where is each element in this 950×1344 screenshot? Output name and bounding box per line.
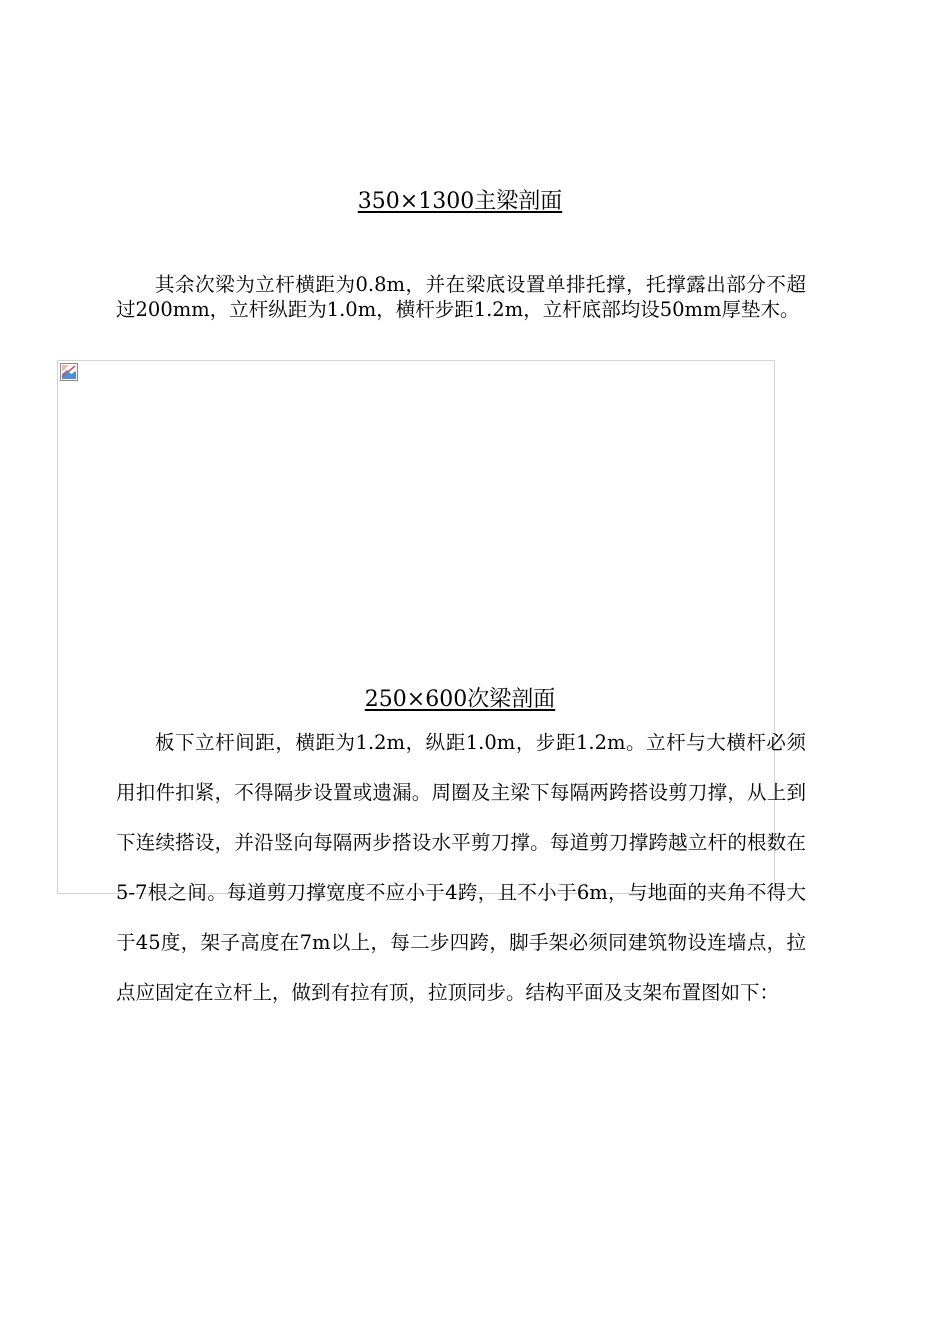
broken-image-icon <box>60 363 78 381</box>
section-heading-main-beam: 350×1300主梁剖面 <box>357 189 563 214</box>
section-heading-secondary-beam: 250×600次梁剖面 <box>364 687 556 712</box>
paragraph-slab-pole-spacing: 板下立杆间距，横距为1.2m，纵距1.0m，步距1.2m。立杆与大横杆必须用扣件扣紧，不得隔步设置或遗漏。周圈及主梁下每隔两跨搭设剪刀撑，从上到下连续搭设，并沿竖向每隔两步搭设水平剪刀撑。每道剪刀撑跨越立杆的根数在5-7根之间。每道剪刀撑宽度不应小于4跨，且不小于6m，与地面的夹角不得大于45度，架子高度在7m以上，每二步四跨，脚手架必须同建筑物设连墙点，拉点应固定在立杆上，做到有拉有顶，拉顶同步。结构平面及支架布置图如下： <box>116 731 806 1004</box>
paragraph-secondary-beam-support: 其余次梁为立杆横距为0.8m，并在梁底设置单排托撑，托撑露出部分不超过200mm，立杆纵距为1.0m，横杆步距1.2m，立杆底部均设50mm厚垫木。 <box>116 273 806 321</box>
